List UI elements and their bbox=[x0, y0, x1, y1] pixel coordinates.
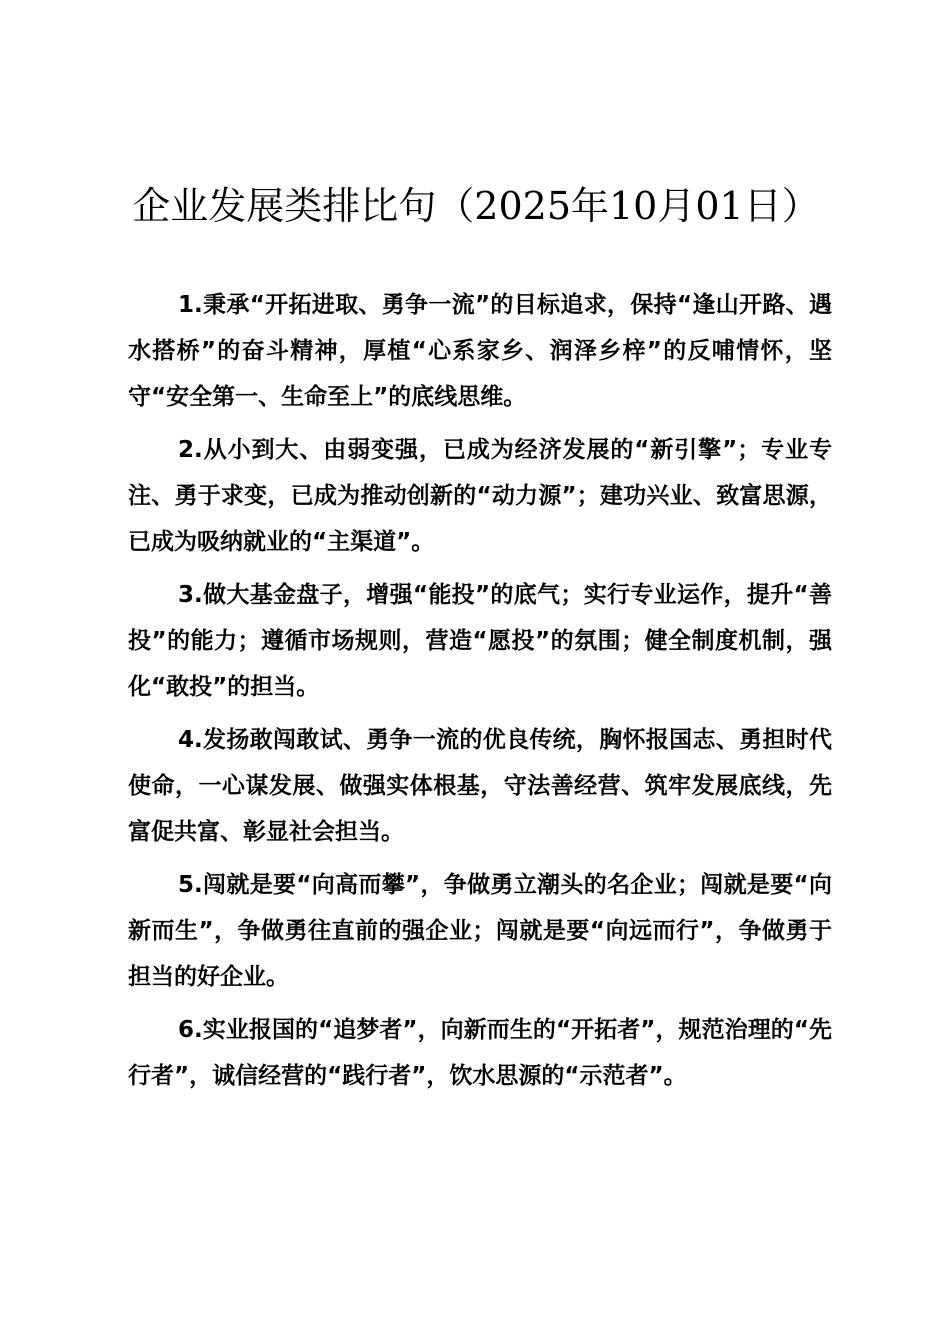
document-body bbox=[128, 282, 832, 1106]
paragraph-3: 3.做大基金盘子，增强“能投”的底气；实行专业运作，提升“善投”的能力；遵循市场规则，营造“愿投”的氛围；健全制度机制，强化“敢投”的担当。 bbox=[128, 582, 832, 700]
paragraph-6: 6.实业报国的“追梦者”，向新而生的“开拓者”，规范治理的“先行者”，诚信经营的“践行者”，饮水思源的“示范者”。 bbox=[128, 1017, 832, 1089]
paragraph-4: 4.发扬敢闯敢试、勇争一流的优良传统，胸怀报国志、勇担时代使命，一心谋发展、做强实体根基，守法善经营、筑牢发展底线，先富促共富、彰显社会担当。 bbox=[128, 727, 832, 845]
paragraph-2: 2.从小到大、由弱变强，已成为经济发展的“新引擎”；专业专注、勇于求变，已成为推动创新的“动力源”；建功兴业、致富思源，已成为吸纳就业的“主渠道”。 bbox=[128, 437, 832, 555]
document-title: 企业发展类排比句（2025年10月01日） bbox=[132, 184, 820, 228]
paragraph-1: 1.秉承“开拓进取、勇争一流”的目标追求，保持“逢山开路、遇水搭桥”的奋斗精神，厚植“心系家乡、润泽乡梓”的反哺情怀，坚守“安全第一、生命至上”的底线思维。 bbox=[128, 292, 832, 410]
paragraph-5: 5.闯就是要“向高而攀”，争做勇立潮头的名企业；闯就是要“向新而生”，争做勇往直前的强企业；闯就是要“向远而行”，争做勇于担当的好企业。 bbox=[128, 872, 832, 990]
